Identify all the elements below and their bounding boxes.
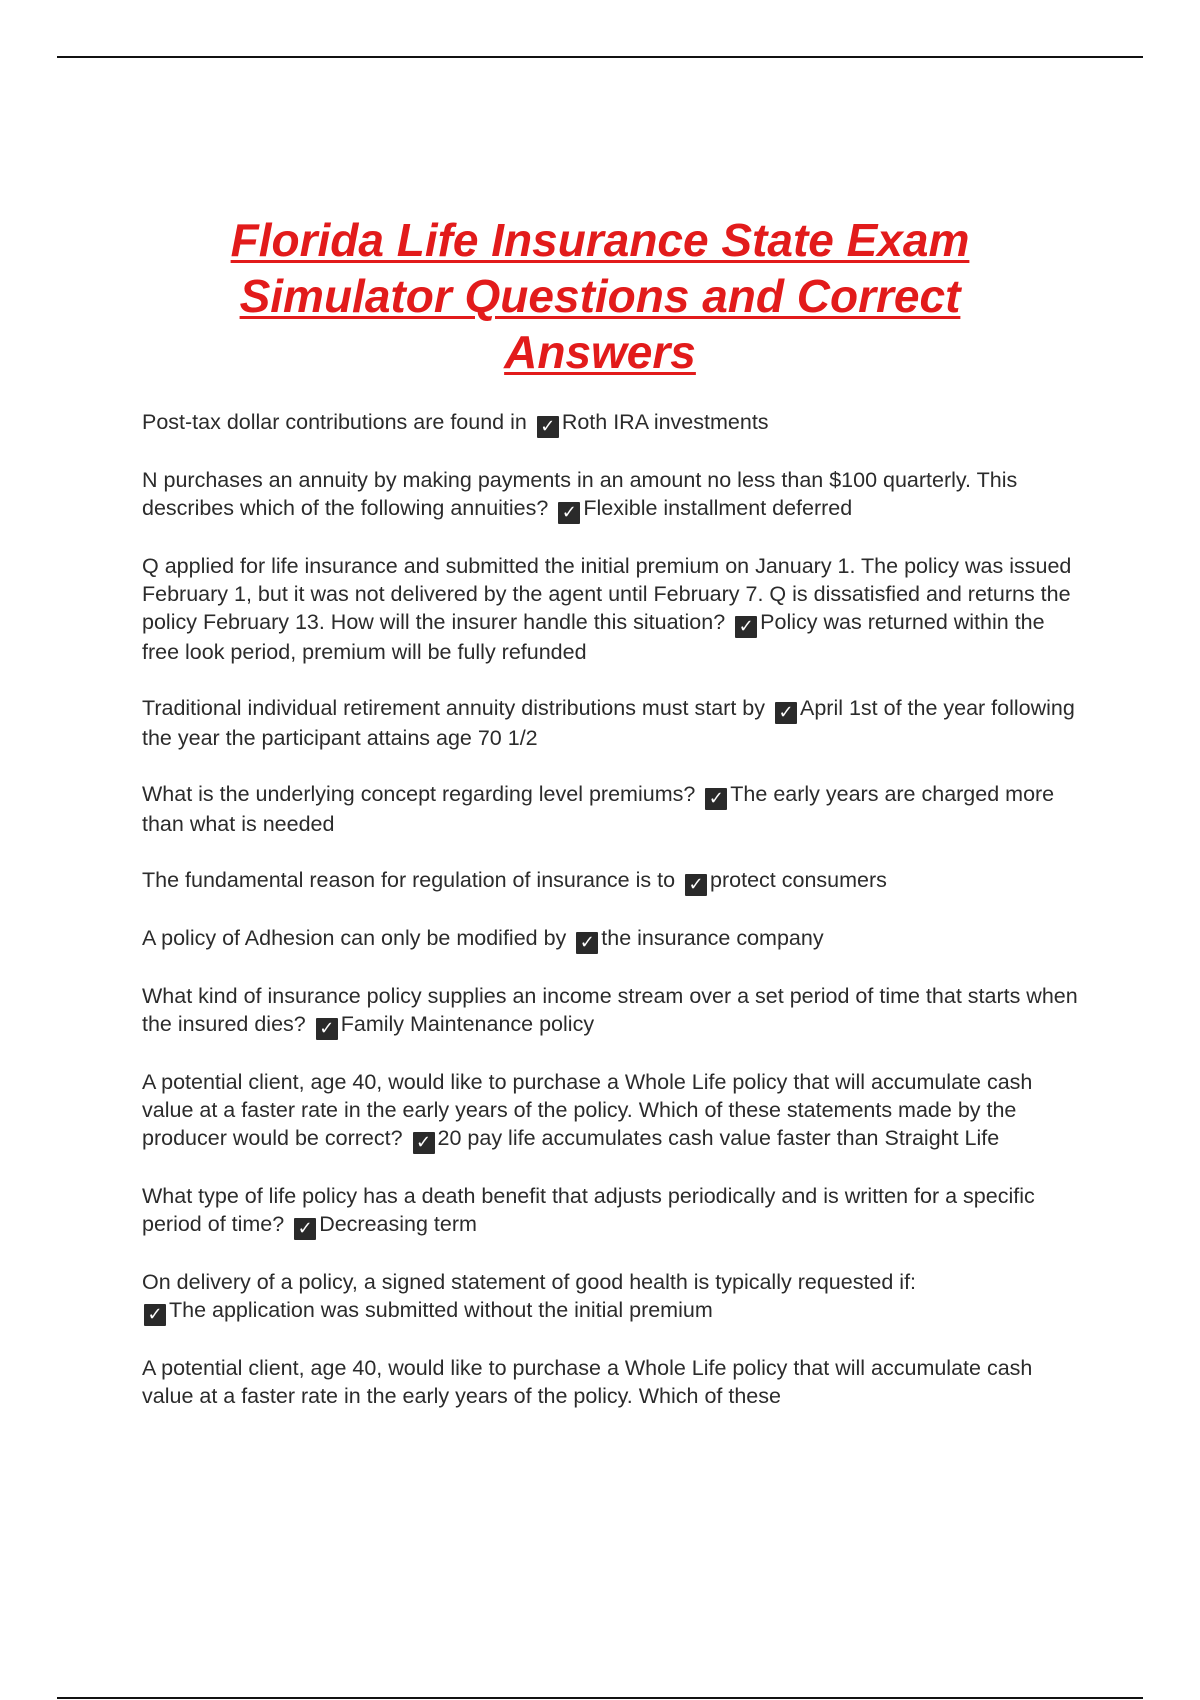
question-text: Q applied for life insurance and submitted the initial premium on January 1. The policy was issued February 1, but it was not delivered by the agent until February 7. Q is dissatisfied and returns the policy February 13. How will the insurer handle this situation?	[142, 554, 1072, 634]
answer-text: April 1st of the year following the year the participant attains age 70 1/2	[142, 696, 1075, 750]
checkmark-icon: ✓	[735, 616, 757, 638]
checkmark-icon: ✓	[413, 1132, 435, 1154]
question-text: Post-tax dollar contributions are found in	[142, 410, 527, 434]
answer-text: 20 pay life accumulates cash value faster than Straight Life	[437, 1126, 1000, 1150]
question-text: N purchases an annuity by making payments in an amount no less than $100 quarterly. This describes which of the following annuities?	[142, 468, 1018, 520]
qa-item	[142, 866, 1082, 896]
qa-item	[142, 1268, 1082, 1326]
checkmark-icon: ✓	[144, 1304, 166, 1326]
qa-item	[142, 694, 1082, 752]
checkmark-icon: ✓	[537, 416, 559, 438]
checkmark-icon: ✓	[705, 788, 727, 810]
checkmark-icon: ✓	[685, 874, 707, 896]
checkmark-icon: ✓	[775, 702, 797, 724]
question-text: A potential client, age 40, would like to purchase a Whole Life policy that will accumulate cash value at a faster rate in the early years of the policy. Which of these	[142, 1356, 1033, 1408]
question-text: A policy of Adhesion can only be modified by	[142, 926, 567, 950]
answer-text: Roth IRA investments	[561, 410, 769, 434]
bottom-divider	[57, 1697, 1143, 1699]
answer-text: the insurance company	[601, 926, 824, 950]
qa-item	[142, 466, 1082, 524]
checkmark-icon: ✓	[558, 502, 580, 524]
question-text: The fundamental reason for regulation of insurance is to	[142, 868, 676, 892]
top-divider	[57, 56, 1143, 58]
question-text: What kind of insurance policy supplies an income stream over a set period of time that starts when the insured dies?	[142, 984, 1078, 1036]
question-text: What type of life policy has a death benefit that adjusts periodically and is written for a specific period of time?	[142, 1184, 1035, 1236]
checkmark-icon: ✓	[576, 932, 598, 954]
qa-item	[142, 1354, 1082, 1410]
qa-item	[142, 552, 1082, 666]
answer-text: Decreasing term	[319, 1212, 477, 1236]
question-text: A potential client, age 40, would like to purchase a Whole Life policy that will accumulate cash value at a faster rate in the early years of the policy. Which of these statements made by the producer would be correct?	[142, 1070, 1033, 1150]
answer-text: Policy was returned within the free look period, premium will be fully refunded	[142, 610, 1045, 664]
question-text: On delivery of a policy, a signed statement of good health is typically requested if:	[142, 1270, 917, 1294]
qa-list	[142, 408, 1082, 1438]
qa-item	[142, 924, 1082, 954]
answer-text: The early years are charged more than what is needed	[142, 782, 1055, 836]
qa-item	[142, 408, 1082, 438]
answer-text: Family Maintenance policy	[340, 1012, 595, 1036]
answer-text: Flexible installment deferred	[583, 496, 853, 520]
question-text: What is the underlying concept regarding level premiums?	[142, 782, 696, 806]
document-title: Florida Life Insurance State Exam Simulator Questions and Correct Answers	[230, 214, 970, 378]
question-text: Traditional individual retirement annuity distributions must start by	[142, 696, 765, 720]
answer-text: The application was submitted without the initial premium	[169, 1298, 713, 1322]
qa-item	[142, 1068, 1082, 1154]
qa-item	[142, 1182, 1082, 1240]
checkmark-icon: ✓	[294, 1218, 316, 1240]
answer-text: protect consumers	[710, 868, 887, 892]
qa-item	[142, 982, 1082, 1040]
checkmark-icon: ✓	[316, 1018, 338, 1040]
qa-item	[142, 780, 1082, 838]
